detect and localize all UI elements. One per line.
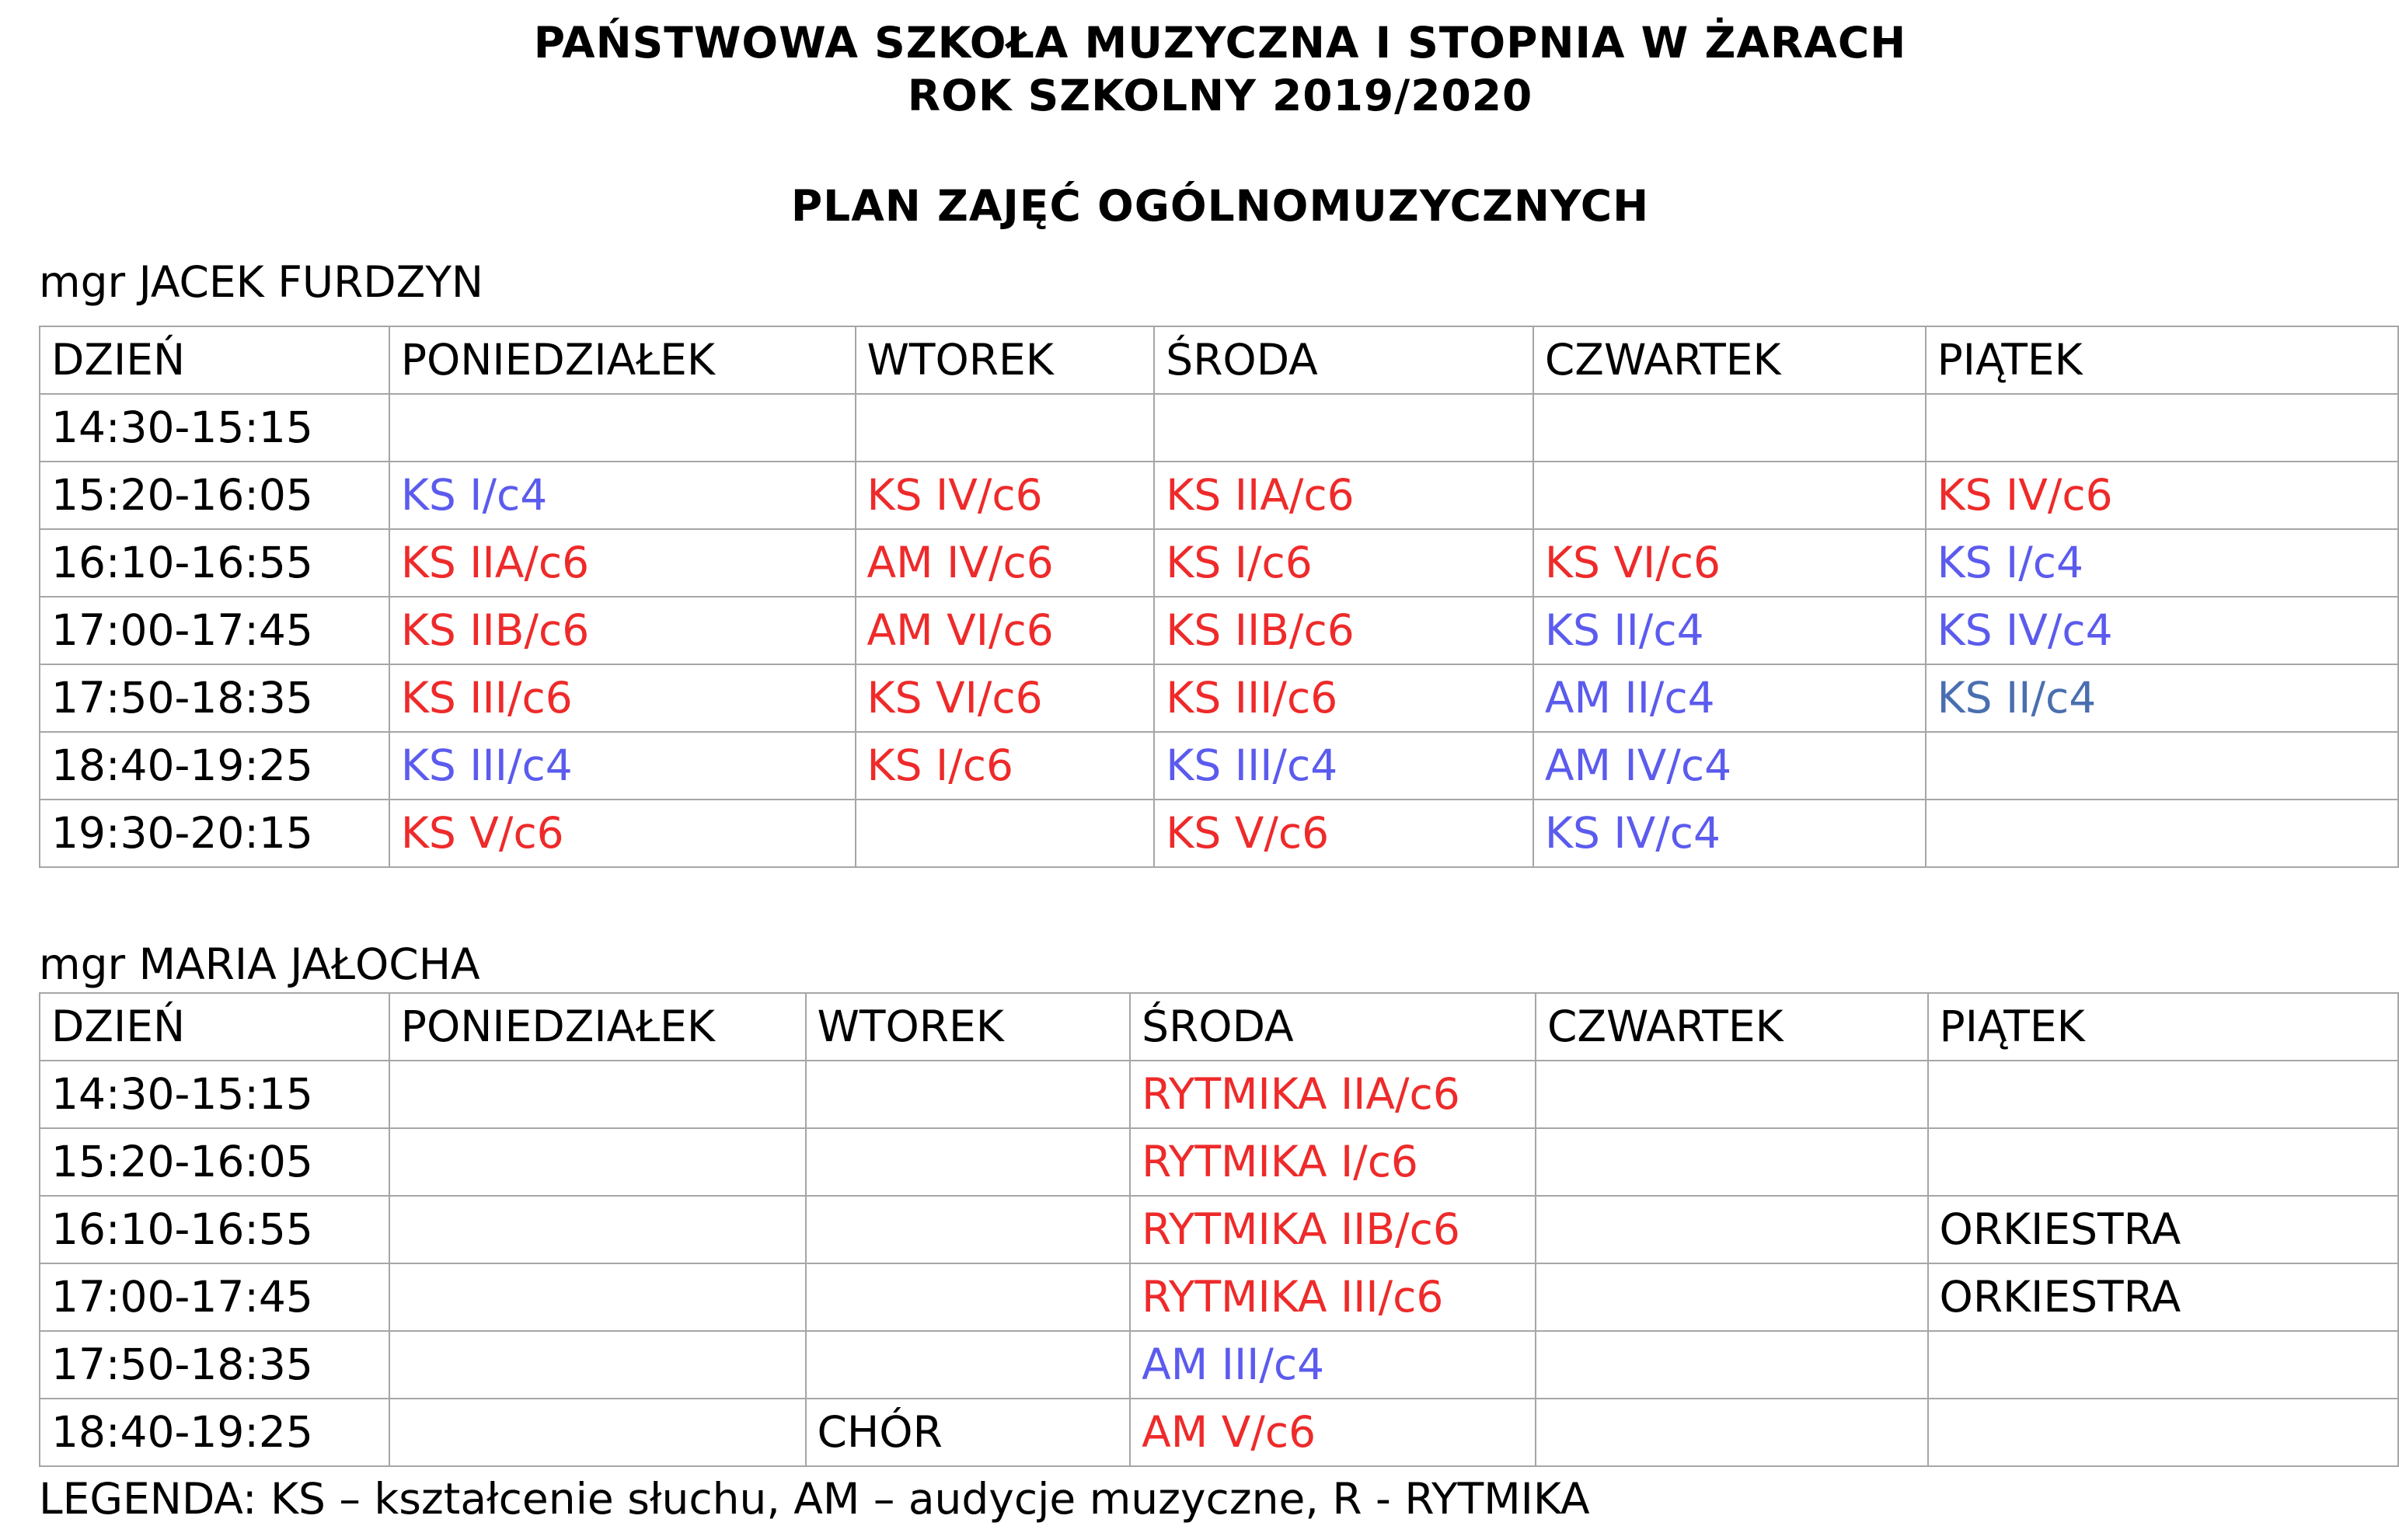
column-header: PIĄTEK (1926, 326, 2398, 394)
header-row (40, 326, 2398, 394)
lesson-cell (1536, 1399, 1928, 1466)
lesson-cell (806, 1128, 1131, 1196)
school-name: PAŃSTWOWA SZKOŁA MUZYCZNA I STOPNIA W ŻARACH (533, 18, 1907, 68)
table-row (40, 394, 2398, 462)
lesson-cell: KS I/c6 (1154, 529, 1533, 597)
header-row (40, 993, 2398, 1061)
lesson-cell (1928, 1331, 2398, 1399)
column-header: WTOREK (856, 326, 1155, 394)
lesson-cell: KS II/c4 (1533, 597, 1926, 664)
lesson-cell: KS IIA/c6 (389, 529, 856, 597)
table-row (40, 1128, 2398, 1196)
lesson-cell (389, 1399, 806, 1466)
column-header: WTOREK (806, 993, 1131, 1061)
lesson-cell: KS I/c4 (389, 462, 856, 529)
lesson-cell (806, 1263, 1131, 1331)
lesson-cell: AM VI/c6 (856, 597, 1155, 664)
lesson-cell: KS III/c4 (389, 732, 856, 800)
lesson-cell: RYTMIKA IIA/c6 (1130, 1061, 1536, 1128)
lesson-cell: KS IV/c6 (1926, 462, 2398, 529)
document-title: PLAN ZAJĘĆ OGÓLNOMUZYCZNYCH (790, 181, 1650, 231)
lesson-cell (1533, 462, 1926, 529)
lesson-cell: AM III/c4 (1130, 1331, 1536, 1399)
lesson-cell: KS IV/c6 (856, 462, 1155, 529)
time-cell: 18:40-19:25 (40, 1399, 389, 1466)
column-header: PONIEDZIAŁEK (389, 993, 806, 1061)
lesson-cell (1926, 394, 2398, 462)
table-row (40, 597, 2398, 664)
lesson-cell: KS II/c4 (1926, 664, 2398, 732)
lesson-cell: RYTMIKA III/c6 (1130, 1263, 1536, 1331)
lesson-cell: KS I/c6 (856, 732, 1155, 800)
lesson-cell: RYTMIKA IIB/c6 (1130, 1196, 1536, 1263)
lesson-cell: ORKIESTRA (1928, 1263, 2398, 1331)
lesson-cell: AM V/c6 (1130, 1399, 1536, 1466)
table-row (40, 664, 2398, 732)
time-cell: 19:30-20:15 (40, 800, 389, 867)
lesson-cell: KS IIB/c6 (1154, 597, 1533, 664)
time-cell: 15:20-16:05 (40, 1128, 389, 1196)
lesson-cell (389, 394, 856, 462)
lesson-cell (806, 1196, 1131, 1263)
lesson-cell (1536, 1061, 1928, 1128)
lesson-cell (1533, 394, 1926, 462)
lesson-cell (806, 1061, 1131, 1128)
lesson-cell (1536, 1196, 1928, 1263)
lesson-cell (1928, 1399, 2398, 1466)
legend: LEGENDA: KS – kształcenie słuchu, AM – audycje muzyczne, R - RYTMIKA (39, 1474, 1590, 1524)
time-cell: 14:30-15:15 (40, 1061, 389, 1128)
lesson-cell: RYTMIKA I/c6 (1130, 1128, 1536, 1196)
table-row (40, 1331, 2398, 1399)
table-row (40, 1399, 2398, 1466)
lesson-cell (1536, 1128, 1928, 1196)
column-header: DZIEŃ (40, 993, 389, 1061)
lesson-cell: KS IIA/c6 (1154, 462, 1533, 529)
time-cell: 17:50-18:35 (40, 664, 389, 732)
schedule-table-2 (39, 992, 2399, 1467)
lesson-cell: KS IV/c4 (1926, 597, 2398, 664)
lesson-cell (856, 394, 1155, 462)
teacher-name-2: mgr MARIA JAŁOCHA (39, 939, 480, 989)
column-header: PIĄTEK (1928, 993, 2398, 1061)
table-row (40, 732, 2398, 800)
schedule-table-1 (39, 326, 2399, 868)
lesson-cell (1928, 1128, 2398, 1196)
time-cell: 15:20-16:05 (40, 462, 389, 529)
lesson-cell: AM IV/c6 (856, 529, 1155, 597)
time-cell: 17:00-17:45 (40, 597, 389, 664)
lesson-cell (1536, 1331, 1928, 1399)
lesson-cell (389, 1128, 806, 1196)
time-cell: 16:10-16:55 (40, 529, 389, 597)
lesson-cell: KS IV/c4 (1533, 800, 1926, 867)
lesson-cell: KS III/c6 (389, 664, 856, 732)
table-row (40, 800, 2398, 867)
school-year: ROK SZKOLNY 2019/2020 (907, 71, 1533, 120)
column-header: CZWARTEK (1533, 326, 1926, 394)
lesson-cell (1536, 1263, 1928, 1331)
table-row (40, 529, 2398, 597)
lesson-cell: KS III/c4 (1154, 732, 1533, 800)
lesson-cell: KS III/c6 (1154, 664, 1533, 732)
column-header: DZIEŃ (40, 326, 389, 394)
time-cell: 17:50-18:35 (40, 1331, 389, 1399)
column-header: ŚRODA (1154, 326, 1533, 394)
time-cell: 17:00-17:45 (40, 1263, 389, 1331)
lesson-cell: ORKIESTRA (1928, 1196, 2398, 1263)
lesson-cell (389, 1263, 806, 1331)
lesson-cell (1928, 1061, 2398, 1128)
lesson-cell (1154, 394, 1533, 462)
lesson-cell: KS IIB/c6 (389, 597, 856, 664)
column-header: ŚRODA (1130, 993, 1536, 1061)
column-header: CZWARTEK (1536, 993, 1928, 1061)
lesson-cell: KS I/c4 (1926, 529, 2398, 597)
time-cell: 18:40-19:25 (40, 732, 389, 800)
lesson-cell (389, 1061, 806, 1128)
time-cell: 16:10-16:55 (40, 1196, 389, 1263)
table-row (40, 1263, 2398, 1331)
table-row (40, 462, 2398, 529)
column-header: PONIEDZIAŁEK (389, 326, 856, 394)
lesson-cell: AM IV/c4 (1533, 732, 1926, 800)
table-row (40, 1196, 2398, 1263)
lesson-cell: AM II/c4 (1533, 664, 1926, 732)
lesson-cell (856, 800, 1155, 867)
lesson-cell (806, 1331, 1131, 1399)
lesson-cell (389, 1196, 806, 1263)
lesson-cell: KS V/c6 (389, 800, 856, 867)
lesson-cell: KS V/c6 (1154, 800, 1533, 867)
lesson-cell: CHÓR (806, 1399, 1131, 1466)
time-cell: 14:30-15:15 (40, 394, 389, 462)
lesson-cell (1926, 732, 2398, 800)
lesson-cell (389, 1331, 806, 1399)
teacher-name-1: mgr JACEK FURDZYN (39, 257, 484, 307)
lesson-cell (1926, 800, 2398, 867)
lesson-cell: KS VI/c6 (856, 664, 1155, 732)
lesson-cell: KS VI/c6 (1533, 529, 1926, 597)
table-row (40, 1061, 2398, 1128)
